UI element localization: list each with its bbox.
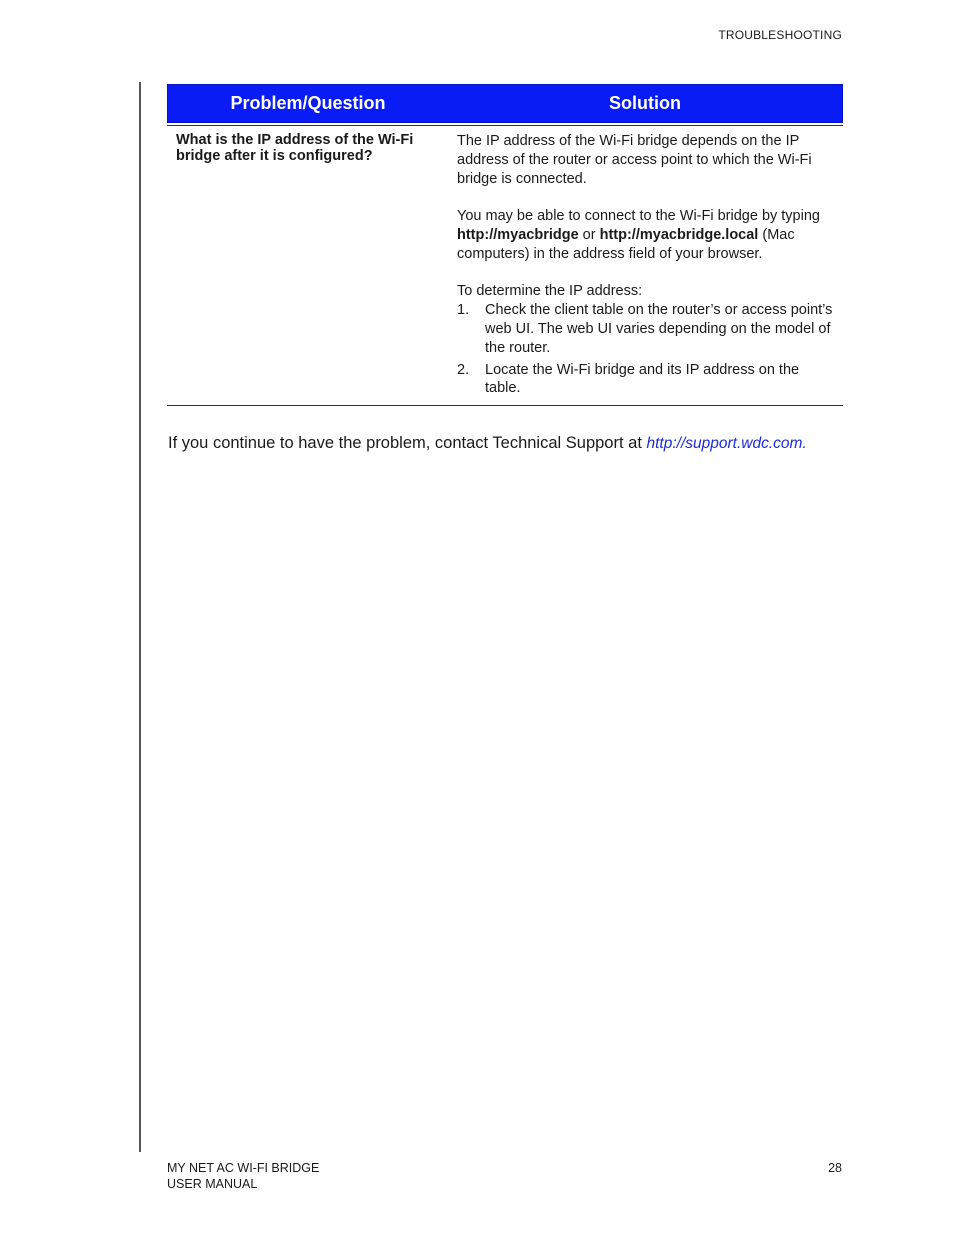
list-item bbox=[457, 301, 835, 357]
step-number: 1. bbox=[457, 302, 470, 319]
url-myacbridge: http://myacbridge bbox=[457, 226, 579, 243]
footer-product-line-2: USER MANUAL bbox=[167, 1176, 258, 1191]
solution-text: You may be able to connect to the Wi-Fi bridge by typing bbox=[457, 208, 820, 225]
troubleshooting-table bbox=[167, 84, 843, 406]
step-number: 2. bbox=[457, 361, 470, 378]
solution-text: (Mac computers) in the address field of your browser. bbox=[457, 226, 795, 262]
footer-product-line-1: MY NET AC WI-FI BRIDGE bbox=[167, 1161, 320, 1175]
problem-cell: What is the IP address of the Wi-Fi bridge after it is configured? bbox=[176, 132, 414, 164]
contact-support-text bbox=[168, 434, 807, 453]
solution-text: or bbox=[578, 226, 600, 243]
step-text: Locate the Wi-Fi bridge and its IP address on the table. bbox=[485, 361, 800, 397]
table-header bbox=[167, 84, 843, 123]
solution-steps-intro: To determine the IP address: bbox=[457, 283, 643, 300]
solution-cell bbox=[447, 132, 843, 398]
support-link[interactable]: http://support.wdc.com. bbox=[646, 435, 807, 452]
url-myacbridge-local: http://myacbridge.local bbox=[599, 226, 759, 243]
column-header-problem: Problem/Question bbox=[230, 93, 386, 113]
section-label: TROUBLESHOOTING bbox=[718, 28, 842, 42]
solution-paragraph-1: The IP address of the Wi-Fi bridge depends on the IP address of the router or access point to which the Wi-Fi bridge is connected. bbox=[457, 133, 812, 187]
solution-steps-list bbox=[457, 301, 835, 398]
solution-paragraph-2 bbox=[457, 207, 835, 263]
contact-text: If you continue to have the problem, contact Technical Support at bbox=[168, 434, 647, 452]
left-margin-rule bbox=[139, 82, 141, 1152]
footer-product-name bbox=[167, 1161, 319, 1192]
table-row bbox=[167, 126, 843, 406]
list-item bbox=[457, 361, 835, 399]
column-header-solution: Solution bbox=[609, 93, 681, 113]
step-text: Check the client table on the router’s or access point’s web UI. The web UI varies depending on the model of the router. bbox=[485, 302, 833, 356]
page-number: 28 bbox=[828, 1161, 842, 1175]
